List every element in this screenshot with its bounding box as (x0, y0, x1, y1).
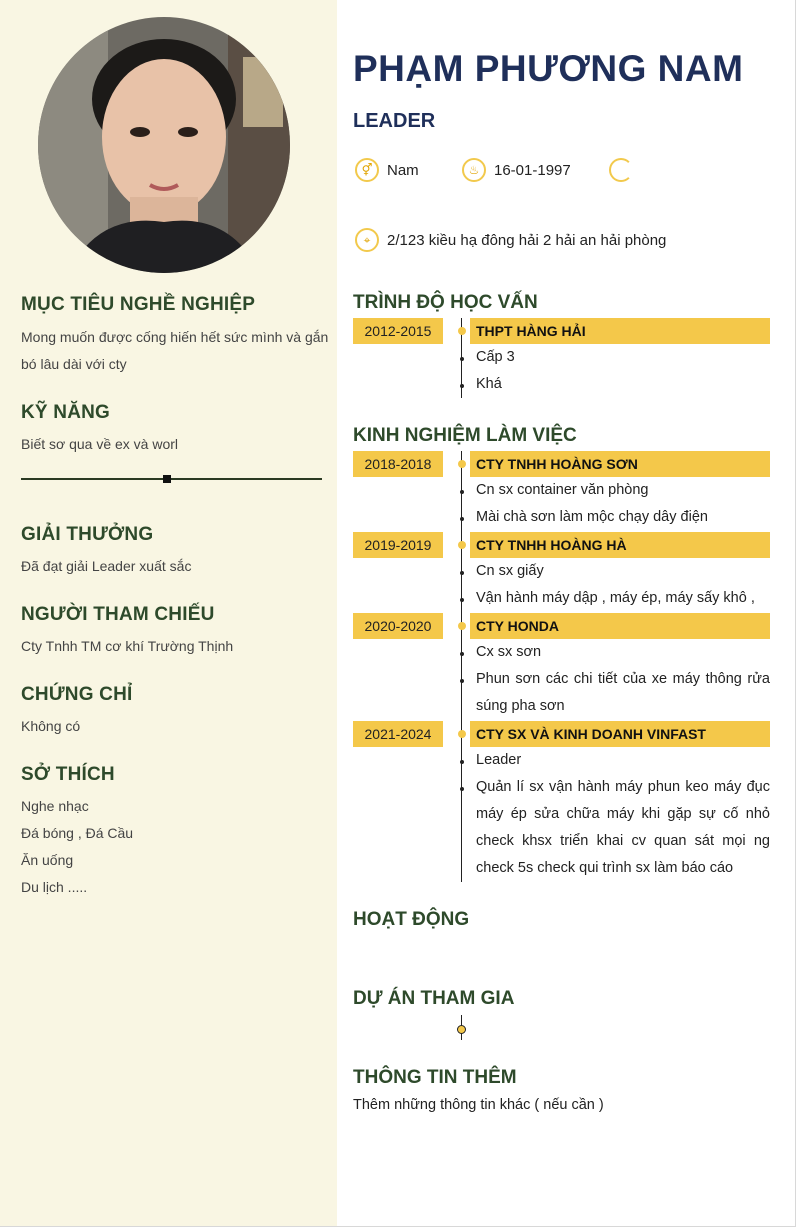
gender-info (355, 158, 419, 182)
gender-icon: ⚥ (355, 158, 379, 182)
location-icon: ⌖ (355, 228, 379, 252)
company-name: CTY SX VÀ KINH DOANH VINFAST (476, 726, 706, 742)
timeline-dot (458, 460, 466, 468)
experience-item: Cn sx giấy (476, 563, 544, 579)
address-info (355, 228, 666, 252)
projects-title: DỰ ÁN THAM GIA (353, 988, 515, 1009)
experience-item: Mài chà sơn làm mộc chạy dây điện (476, 509, 708, 525)
company-name: CTY TNHH HOÀNG SƠN (476, 456, 638, 472)
hobby-item: Du lịch ..... (21, 879, 88, 895)
hobby-item: Đá bóng , Đá Cầu (21, 825, 134, 841)
bullet (460, 517, 464, 521)
experience-item: Cn sx container văn phòng (476, 482, 649, 498)
certificates-text: Không có (21, 718, 81, 734)
more-info-text: Thêm những thông tin khác ( nếu cần ) (353, 1097, 604, 1113)
activities-title: HOẠT ĐỘNG (353, 909, 470, 930)
left-sidebar (0, 0, 337, 1226)
experience-date: 2018-2018 (353, 451, 443, 477)
experience-date: 2019-2019 (353, 532, 443, 558)
skills-title: KỸ NĂNG (21, 402, 111, 423)
education-title: TRÌNH ĐỘ HỌC VẤN (353, 292, 538, 313)
more-info-title: THÔNG TIN THÊM (353, 1067, 517, 1088)
cake-icon: ♨ (462, 158, 486, 182)
timeline-dot (457, 1025, 466, 1034)
timeline-dot (458, 327, 466, 335)
skill-level-bar (21, 478, 322, 480)
education-date: 2012-2015 (353, 318, 443, 344)
bullet (460, 571, 464, 575)
address-value: 2/123 kiều hạ đông hải 2 hải an hải phòng (387, 231, 667, 249)
birthday-info (462, 158, 571, 182)
skills-text: Biết sơ qua về ex và worl (21, 436, 179, 452)
bullet (460, 679, 464, 683)
experience-item: Quản lí sx vận hành máy phun keo máy đục máy ép sửa chữa máy khi gặp sự cố nhỏ check khsx triển khai cv quan sát mọi ng check 5s check qui trình sx làm báo cáo (476, 779, 770, 876)
timeline-dot (458, 730, 466, 738)
experience-date: 2021-2024 (353, 721, 443, 747)
bullet (460, 787, 464, 791)
experience-item: Cx sx sơn (476, 644, 542, 660)
awards-text: Đã đạt giải Leader xuất sắc (21, 558, 192, 574)
hobby-item: Nghe nhạc (21, 798, 89, 814)
experience-item: Vận hành máy dập , máy ép, máy sấy khô , (476, 590, 755, 606)
job-title: LEADER (353, 110, 436, 132)
reference-title: NGƯỜI THAM CHIẾU (21, 604, 215, 625)
bullet (460, 357, 464, 361)
bullet (460, 598, 464, 602)
hobbies-title: SỞ THÍCH (21, 764, 115, 785)
reference-text: Cty Tnhh TM cơ khí Trường Thịnh (21, 638, 234, 654)
avatar-photo (38, 17, 290, 273)
company-name: CTY TNHH HOÀNG HÀ (476, 537, 627, 553)
bullet (460, 490, 464, 494)
experience-item: Leader (476, 752, 522, 768)
avatar (38, 17, 290, 273)
awards-title: GIẢI THƯỞNG (21, 524, 154, 545)
bullet (460, 384, 464, 388)
phone-icon (609, 158, 633, 182)
school-name: THPT HÀNG HẢI (476, 323, 586, 339)
bullet (460, 652, 464, 656)
timeline-dot (458, 541, 466, 549)
experience-item: Phun sơn các chi tiết của xe máy thông rửa súng pha sơn (476, 671, 770, 714)
objective-title: MỤC TIÊU NGHỀ NGHIỆP (21, 294, 256, 315)
certificates-title: CHỨNG CHỈ (21, 684, 133, 705)
objective-line-2: bó lâu dài với cty (21, 356, 127, 372)
experience-timeline (461, 451, 462, 882)
company-name: CTY HONDA (476, 618, 559, 634)
education-item: Cấp 3 (476, 349, 515, 365)
experience-date: 2020-2020 (353, 613, 443, 639)
education-item: Khá (476, 376, 502, 392)
phone-info (609, 158, 641, 182)
skill-level-marker (163, 475, 171, 483)
birthday-value: 16-01-1997 (494, 161, 571, 179)
experience-title: KINH NGHIỆM LÀM VIỆC (353, 425, 577, 446)
timeline-dot (458, 622, 466, 630)
bullet (460, 760, 464, 764)
full-name: PHẠM PHƯƠNG NAM (353, 48, 744, 89)
hobby-item: Ăn uống (21, 852, 74, 868)
objective-line-1: Mong muốn được cống hiến hết sức mình và gắn (21, 329, 329, 345)
gender-value: Nam (387, 161, 419, 179)
